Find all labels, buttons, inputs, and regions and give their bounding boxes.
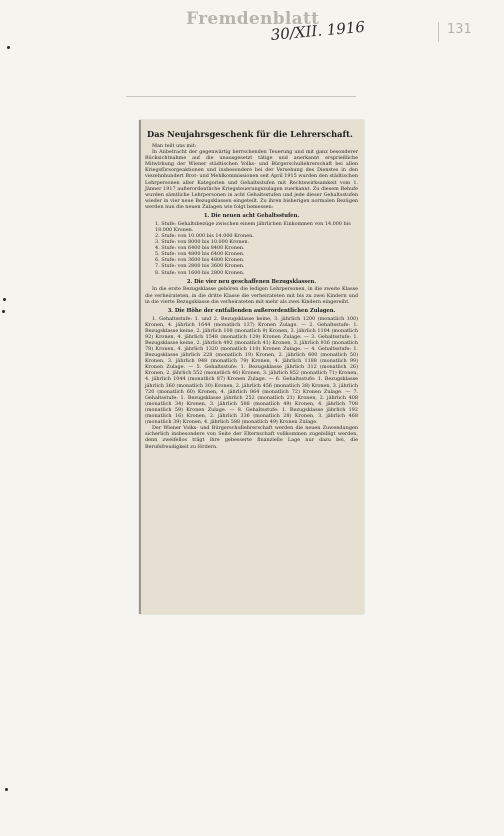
binder-hole-mark: [5, 788, 8, 791]
folio-separator: [438, 22, 439, 42]
list-item: 7. Stufe: von 2800 bis 3600 Kronen.: [155, 263, 245, 270]
newspaper-masthead: Fremdenblatt: [186, 9, 320, 29]
list-item: 5. Stufe: von 4800 bis 6400 Kronen.: [155, 251, 245, 258]
article-paragraph: In die erste Bezugsklasse gehören die ledigen Lehrpersonen, in die zweite Klasse die verheirateten, in die dritte Klasse die verheirateten mit bis zu zwei Kindern und in die vierte Bezugsklasse die verheirateten mit mehr als zwei Kindern eingereiht.: [145, 286, 358, 305]
folio-number: 131: [447, 22, 472, 37]
handwritten-date: 30/XII. 1916: [270, 17, 366, 44]
binder-hole-mark: [3, 298, 6, 301]
section-heading: 2. Die vier neu geschaffenen Bezugsklassen.: [186, 278, 317, 285]
list-item: 6. Stufe: von 3600 bis 4800 Kronen.: [155, 257, 245, 264]
article-intro: Man teilt uns mit:: [152, 143, 197, 149]
section-heading: 3. Die Höhe der entfallenden außerordentlichen Zulagen.: [167, 307, 336, 314]
binder-hole-mark: [7, 46, 10, 49]
article-paragraph: Der Wiener Volks- und Bürgerschullehrerschaft werden die neuen Zuwendungen sicherlich insbesondere von Seite der Elternschaft vollkommen zugebilligt werden, denn zweifellos trägt ihre gebesserte finanzielle Lage nur dazu bei, die Berufsfreudigkeit zu fördern.: [145, 425, 358, 450]
clipping-edge: [139, 120, 141, 614]
salary-steps-list: [145, 221, 358, 276]
list-item: 1. Stufe: Gehaltsbezüge zwischen einem jährlichen Einkommen von 14.000 bis 18.000 Kronen.: [155, 220, 351, 233]
list-item: 2. Stufe: von 10.000 bis 14.000 Kronen.: [155, 233, 254, 240]
binder-hole-mark: [2, 310, 5, 313]
list-item: 4. Stufe: von 6400 bis 8400 Kronen.: [155, 245, 245, 252]
section-heading: 1. Die neuen acht Gehaltsstufen.: [203, 213, 300, 220]
scan-edge-line: [126, 96, 356, 97]
article-paragraph: 1. Gehaltsstufe: 1. und 2. Bezugsklasse keine, 3. jährlich 1200 (monatlich 100) Kronen, 4. jährlich 1644 (monatlich 137) Kronen Zulage. — 2. Gehaltsstufe: 1. Bezugsklasse keine, 2. jährlich 108 (monatlich 9) Kronen, 3. jährlich 1104 (monatlich 92) Kronen, 4. jährlich 1548 (monatlich 129) Kronen Zulage. — 3. Gehaltsstufe: 1. Bezugsklasse keine, 2. jährlich 492 (monatlich 41) Kronen, 3. jährlich 936 (monatlich 78) Kronen, 4. jährlich 1320 (monatlich 110) Kronen Zulage. — 4. Gehaltsstufe: 1. Bezugsklasse jährlich 228 (monatlich 19) Kronen, 2. jährlich 600 (monatlich 50) Kronen, 3. jährlich 948 (monatlich 79) Kronen, 4. jährlich 1188 (monatlich 99) Kronen Zulage. — 5. Gehaltsstufe: 1. Bezugsklasse jährlich 312 (monatlich 26) Kronen, 2. jährlich 552 (monatlich 46) Kronen, 3. jährlich 852 (monatlich 71) Kronen, 4. jährlich 1044 (monatlich 87) Kronen Zulage. — 6. Gehaltsstufe: 1. Bezugsklasse jährlich 360 (monatlich 30) Kronen, 2. jährlich 456 (monatlich 38) Kronen, 3. jährlich 720 (monatlich 60) Kronen, 4. jährlich 864 (monatlich 72) Kronen Zulage. — 7. Gehaltsstufe: 1. Bezugsklasse jährlich 252 (monatlich 21) Kronen, 2. jährlich 408 (monatlich 34) Kronen, 3. jährlich 588 (monatlich 49) Kronen, 4. jährlich 708 (monatlich 59) Kronen Zulage. — 8. Gehaltsstufe: 1. Bezugsklasse jährlich 192 (monatlich 16) Kronen, 2. jährlich 336 (monatlich 28) Kronen, 3. jährlich 468 (monatlich 39) Kronen, 4. jährlich 588 (monatlich 49) Kronen Zulage.: [145, 315, 358, 426]
list-item: 8. Stufe: von 1600 bis 2800 Kronen.: [155, 269, 245, 276]
article-paragraph: In Anbetracht der gegenwärtig herrschenden Teuerung und mit ganz besonderer Rücksichtnahme auf die unausgesetzt tätige und anerkannt ersprießliche Mitwirkung der Wiener städtischen Volks- und Bürgerschullehrerschaft bei allen Kriegsfürsorgeaktionen und insbesondere bei der Versehung des Dienstes in den viezehnhundert Brot- und Mehlkommissionen seit April 1915 wurden den städtischen Lehrpersonen aller Kategorien und Gehaltsstufen mit Rechtswirksamkeit vom 1. Jänner 1917 außerordentliche Kriegsteuerungszulagen zuerkannt. Zu diesem Behufe wurden sämtliche Lehrpersonen in acht Gehaltsstufen und jede dieser Gehaltsstufen wieder in vier neue Bezugsklassen eingeteilt. Zu ihren bisherigen normalen Bezügen werden nun die neuen Zulagen wie folgt bemessen:: [145, 149, 358, 210]
list-item: 3. Stufe: von 8000 bis 10.000 Kronen.: [155, 239, 250, 246]
newspaper-clipping: [139, 120, 364, 614]
article-headline: Das Neujahrsgeschenk für die Lehrerschaft.: [147, 129, 353, 139]
